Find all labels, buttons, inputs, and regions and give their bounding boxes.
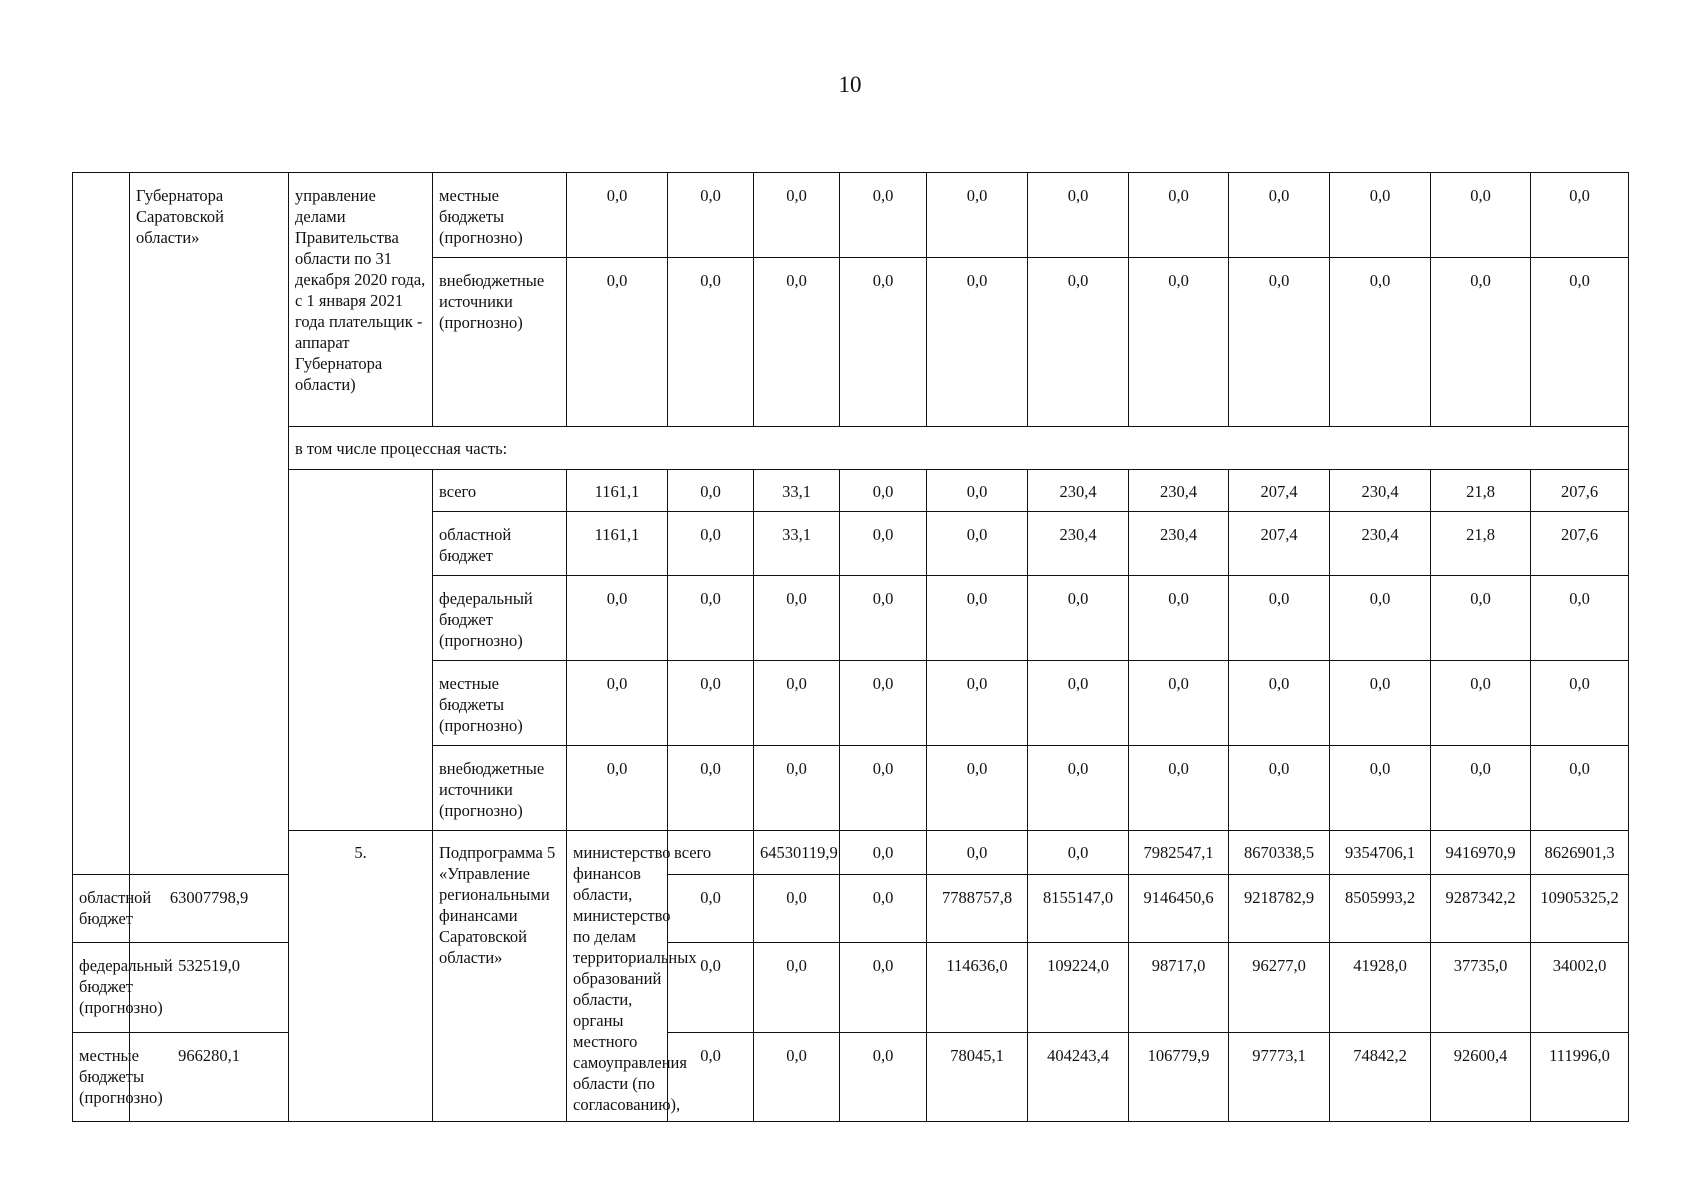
value-cell: 0,0 [1330, 576, 1431, 661]
value-cell: 230,4 [1129, 470, 1229, 512]
value-cell: 8155147,0 [1028, 875, 1129, 943]
value-cell: 21,8 [1431, 512, 1531, 576]
source-cell: местные бюджеты (прогнозно) [73, 1033, 130, 1122]
value-cell: 0,0 [1129, 576, 1229, 661]
source-cell: федеральный бюджет (прогнозно) [433, 576, 567, 661]
value-cell: 64530119,9 [754, 831, 840, 875]
value-cell: 37735,0 [1431, 943, 1531, 1033]
value-cell: 0,0 [754, 258, 840, 427]
executor-cell: управление делами Правительства области по 31 декабря 2020 года, с 1 января 2021 года плательщик - аппарат Губернатора области) [289, 173, 433, 427]
value-cell: 0,0 [754, 943, 840, 1033]
value-cell: 230,4 [1330, 470, 1431, 512]
value-cell: 8670338,5 [1229, 831, 1330, 875]
program-name-cell: Губернатора Саратовской области» [130, 173, 289, 875]
value-cell: 0,0 [1229, 746, 1330, 831]
value-cell: 74842,2 [1330, 1033, 1431, 1122]
value-cell: 0,0 [840, 831, 927, 875]
executor-cell: министерство финансов области, министерство по делам территориальных образований области, органы местного самоуправления области (по согласованию), [567, 831, 668, 1122]
executor-cell-empty [289, 470, 433, 831]
value-cell: 0,0 [1531, 173, 1629, 258]
value-cell: 7982547,1 [1129, 831, 1229, 875]
value-cell: 0,0 [927, 512, 1028, 576]
value-cell: 0,0 [1531, 746, 1629, 831]
value-cell: 0,0 [1531, 258, 1629, 427]
value-cell: 230,4 [1028, 470, 1129, 512]
value-cell: 0,0 [567, 661, 668, 746]
value-cell: 0,0 [754, 576, 840, 661]
value-cell: 0,0 [668, 258, 754, 427]
value-cell: 41928,0 [1330, 943, 1431, 1033]
value-cell: 10905325,2 [1531, 875, 1629, 943]
value-cell: 0,0 [840, 258, 927, 427]
value-cell: 0,0 [1028, 576, 1129, 661]
process-part-label: в том числе процессная часть: [289, 427, 1629, 470]
program-name-cell: Подпрограмма 5 «Управление региональными финансами Саратовской области» [433, 831, 567, 1122]
value-cell: 0,0 [840, 173, 927, 258]
source-cell: внебюджетные источники (прогнозно) [433, 258, 567, 427]
source-cell: всего [668, 831, 754, 875]
value-cell: 0,0 [927, 258, 1028, 427]
value-cell: 0,0 [567, 258, 668, 427]
value-cell: 9146450,6 [1129, 875, 1229, 943]
table-row [73, 831, 1629, 875]
value-cell: 207,6 [1531, 512, 1629, 576]
value-cell: 0,0 [1229, 173, 1330, 258]
value-cell: 0,0 [1028, 661, 1129, 746]
value-cell: 0,0 [668, 173, 754, 258]
value-cell: 0,0 [1129, 258, 1229, 427]
value-cell: 0,0 [668, 875, 754, 943]
value-cell: 0,0 [1531, 576, 1629, 661]
value-cell: 0,0 [1431, 746, 1531, 831]
value-cell: 207,6 [1531, 470, 1629, 512]
value-cell: 0,0 [927, 831, 1028, 875]
value-cell: 230,4 [1129, 512, 1229, 576]
value-cell: 0,0 [567, 173, 668, 258]
value-cell: 404243,4 [1028, 1033, 1129, 1122]
value-cell: 207,4 [1229, 470, 1330, 512]
value-cell: 0,0 [1431, 173, 1531, 258]
value-cell: 33,1 [754, 512, 840, 576]
value-cell: 0,0 [840, 661, 927, 746]
table-body [73, 173, 1629, 1122]
value-cell: 0,0 [1028, 746, 1129, 831]
source-cell: областной бюджет [73, 875, 130, 943]
value-cell: 9218782,9 [1229, 875, 1330, 943]
value-cell: 0,0 [754, 1033, 840, 1122]
value-cell: 0,0 [1028, 173, 1129, 258]
value-cell: 0,0 [754, 746, 840, 831]
value-cell: 1161,1 [567, 512, 668, 576]
value-cell: 34002,0 [1531, 943, 1629, 1033]
table-row [73, 173, 1629, 258]
value-cell: 106779,9 [1129, 1033, 1229, 1122]
value-cell: 33,1 [754, 470, 840, 512]
page-number: 10 [838, 72, 862, 97]
value-cell: 0,0 [754, 661, 840, 746]
value-cell: 0,0 [840, 943, 927, 1033]
value-cell: 0,0 [1229, 258, 1330, 427]
value-cell: 0,0 [1229, 576, 1330, 661]
value-cell: 0,0 [840, 746, 927, 831]
source-cell: всего [433, 470, 567, 512]
value-cell: 8626901,3 [1531, 831, 1629, 875]
value-cell: 1161,1 [567, 470, 668, 512]
value-cell: 0,0 [668, 1033, 754, 1122]
value-cell: 0,0 [1330, 258, 1431, 427]
row-number-cell [73, 173, 130, 875]
source-cell: местные бюджеты (прогнозно) [433, 173, 567, 258]
value-cell: 0,0 [668, 512, 754, 576]
value-cell: 0,0 [668, 943, 754, 1033]
table-row [73, 427, 1629, 470]
value-cell: 9287342,2 [1431, 875, 1531, 943]
value-cell: 0,0 [840, 1033, 927, 1122]
table-row [73, 470, 1629, 512]
value-cell: 0,0 [927, 470, 1028, 512]
value-cell: 0,0 [567, 746, 668, 831]
value-cell: 0,0 [840, 512, 927, 576]
value-cell: 0,0 [927, 576, 1028, 661]
value-cell: 0,0 [1129, 661, 1229, 746]
value-cell: 97773,1 [1229, 1033, 1330, 1122]
value-cell: 532519,0 [130, 943, 289, 1033]
value-cell: 0,0 [1431, 661, 1531, 746]
value-cell: 0,0 [840, 875, 927, 943]
value-cell: 230,4 [1028, 512, 1129, 576]
value-cell: 0,0 [840, 576, 927, 661]
value-cell: 0,0 [927, 661, 1028, 746]
value-cell: 207,4 [1229, 512, 1330, 576]
value-cell: 111996,0 [1531, 1033, 1629, 1122]
value-cell: 109224,0 [1028, 943, 1129, 1033]
value-cell: 9354706,1 [1330, 831, 1431, 875]
value-cell: 21,8 [1431, 470, 1531, 512]
value-cell: 7788757,8 [927, 875, 1028, 943]
row-number-cell: 5. [289, 831, 433, 1122]
source-cell: федеральный бюджет (прогнозно) [73, 943, 130, 1033]
value-cell: 0,0 [927, 746, 1028, 831]
value-cell: 0,0 [668, 661, 754, 746]
value-cell: 0,0 [1028, 258, 1129, 427]
value-cell: 0,0 [1129, 746, 1229, 831]
value-cell: 0,0 [668, 576, 754, 661]
value-cell: 0,0 [1531, 661, 1629, 746]
value-cell: 0,0 [754, 173, 840, 258]
value-cell: 0,0 [668, 470, 754, 512]
value-cell: 0,0 [1330, 173, 1431, 258]
value-cell: 63007798,9 [130, 875, 289, 943]
value-cell: 966280,1 [130, 1033, 289, 1122]
value-cell: 0,0 [1229, 661, 1330, 746]
value-cell: 0,0 [1330, 746, 1431, 831]
value-cell: 230,4 [1330, 512, 1431, 576]
value-cell: 0,0 [1330, 661, 1431, 746]
value-cell: 96277,0 [1229, 943, 1330, 1033]
source-cell: внебюджетные источники (прогнозно) [433, 746, 567, 831]
source-cell: местные бюджеты (прогнозно) [433, 661, 567, 746]
value-cell: 114636,0 [927, 943, 1028, 1033]
value-cell: 0,0 [668, 746, 754, 831]
value-cell: 92600,4 [1431, 1033, 1531, 1122]
value-cell: 0,0 [1431, 576, 1531, 661]
value-cell: 98717,0 [1129, 943, 1229, 1033]
value-cell: 8505993,2 [1330, 875, 1431, 943]
value-cell: 78045,1 [927, 1033, 1028, 1122]
value-cell: 0,0 [840, 470, 927, 512]
value-cell: 9416970,9 [1431, 831, 1531, 875]
value-cell: 0,0 [1129, 173, 1229, 258]
value-cell: 0,0 [754, 875, 840, 943]
value-cell: 0,0 [927, 173, 1028, 258]
budget-table [72, 172, 1629, 1122]
value-cell: 0,0 [1028, 831, 1129, 875]
source-cell: областной бюджет [433, 512, 567, 576]
value-cell: 0,0 [567, 576, 668, 661]
value-cell: 0,0 [1431, 258, 1531, 427]
